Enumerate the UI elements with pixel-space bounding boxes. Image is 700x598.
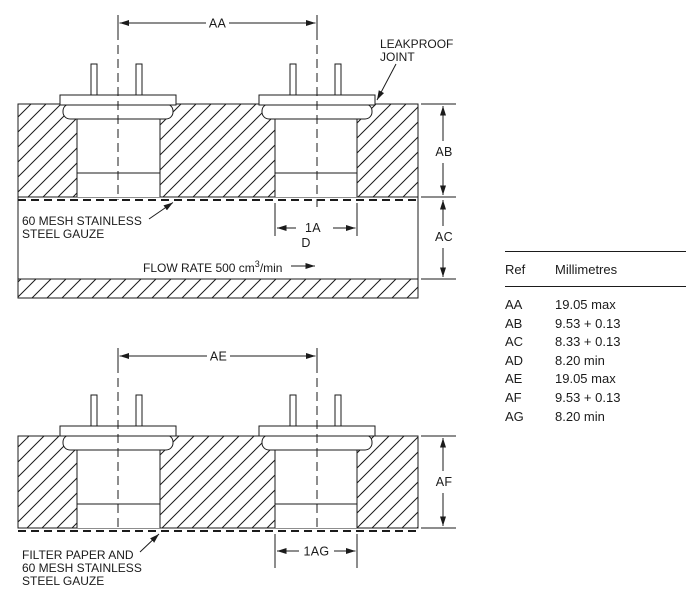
table-row: [505, 296, 686, 315]
gauze-label: 60 MESH STAINLESS: [22, 214, 142, 228]
table-row: [505, 315, 686, 334]
pin: [290, 395, 296, 426]
dim-ab-label: AB: [435, 145, 453, 159]
dim-ag-label: 1AG: [303, 544, 330, 559]
value-cell: 19.05 max: [555, 297, 616, 312]
filter-paper-label: STEEL GAUZE: [22, 574, 105, 588]
table-header-ref: Ref: [505, 262, 526, 277]
leakproof-joint-label: JOINT: [380, 50, 415, 64]
value-cell: 19.05 max: [555, 371, 616, 387]
ref-cell: AC: [505, 334, 524, 350]
gauze-leader: [149, 203, 173, 220]
value-cell: 8.20 min: [555, 408, 605, 424]
filter-leader: [140, 534, 159, 552]
leakproof-joint-label: LEAKPROOF: [380, 37, 454, 51]
bottom-section-view: [18, 364, 418, 531]
table-body: [505, 287, 686, 426]
value-cell: 9.53 + 0.13: [555, 389, 621, 405]
pin: [91, 395, 97, 426]
filter-paper-label: FILTER PAPER AND: [22, 548, 134, 562]
dim-ext-ticks: [421, 104, 456, 279]
pin: [136, 64, 142, 95]
value-cell: 9.53 + 0.13: [555, 315, 621, 331]
ref-cell: AE: [505, 371, 523, 387]
ref-cell: AD: [505, 352, 524, 368]
value-cell: 8.20 min: [555, 352, 605, 368]
value-cell: 8.33 + 0.13: [555, 334, 621, 350]
table-header-row: [505, 252, 686, 286]
filter-paper-label: 60 MESH STAINLESS: [22, 561, 142, 575]
ref-cell: AA: [505, 297, 523, 312]
dim-ac-label: AC: [435, 230, 453, 244]
dim-ae-label: AE: [209, 349, 228, 364]
gauze-label: STEEL GAUZE: [22, 227, 105, 241]
table-row: [505, 352, 686, 371]
dim-aa-label: AA: [208, 16, 227, 31]
table-header-unit: Millimetres: [555, 262, 618, 277]
base-strip: [18, 279, 418, 298]
ref-cell: AG: [505, 408, 524, 424]
pin: [335, 64, 341, 95]
leakproof-leader: [377, 64, 396, 100]
ref-cell: AB: [505, 315, 523, 331]
dim-af-label: AF: [435, 475, 453, 489]
pin: [335, 395, 341, 426]
table-row: [505, 333, 686, 352]
table-row: [505, 370, 686, 389]
dimension-reference-table: [505, 251, 686, 426]
pin: [136, 395, 142, 426]
dim-ad-label-line1: 1A: [305, 221, 321, 235]
pin: [91, 64, 97, 95]
ref-cell: AF: [505, 389, 522, 405]
flow-rate-label: FLOW RATE 500 $cm^3/\min$: [143, 259, 283, 275]
table-row: [505, 408, 686, 427]
dim-ad-label-line2: D: [301, 236, 311, 250]
table-row: [505, 389, 686, 408]
top-section-view: [18, 31, 418, 298]
pin: [290, 64, 296, 95]
